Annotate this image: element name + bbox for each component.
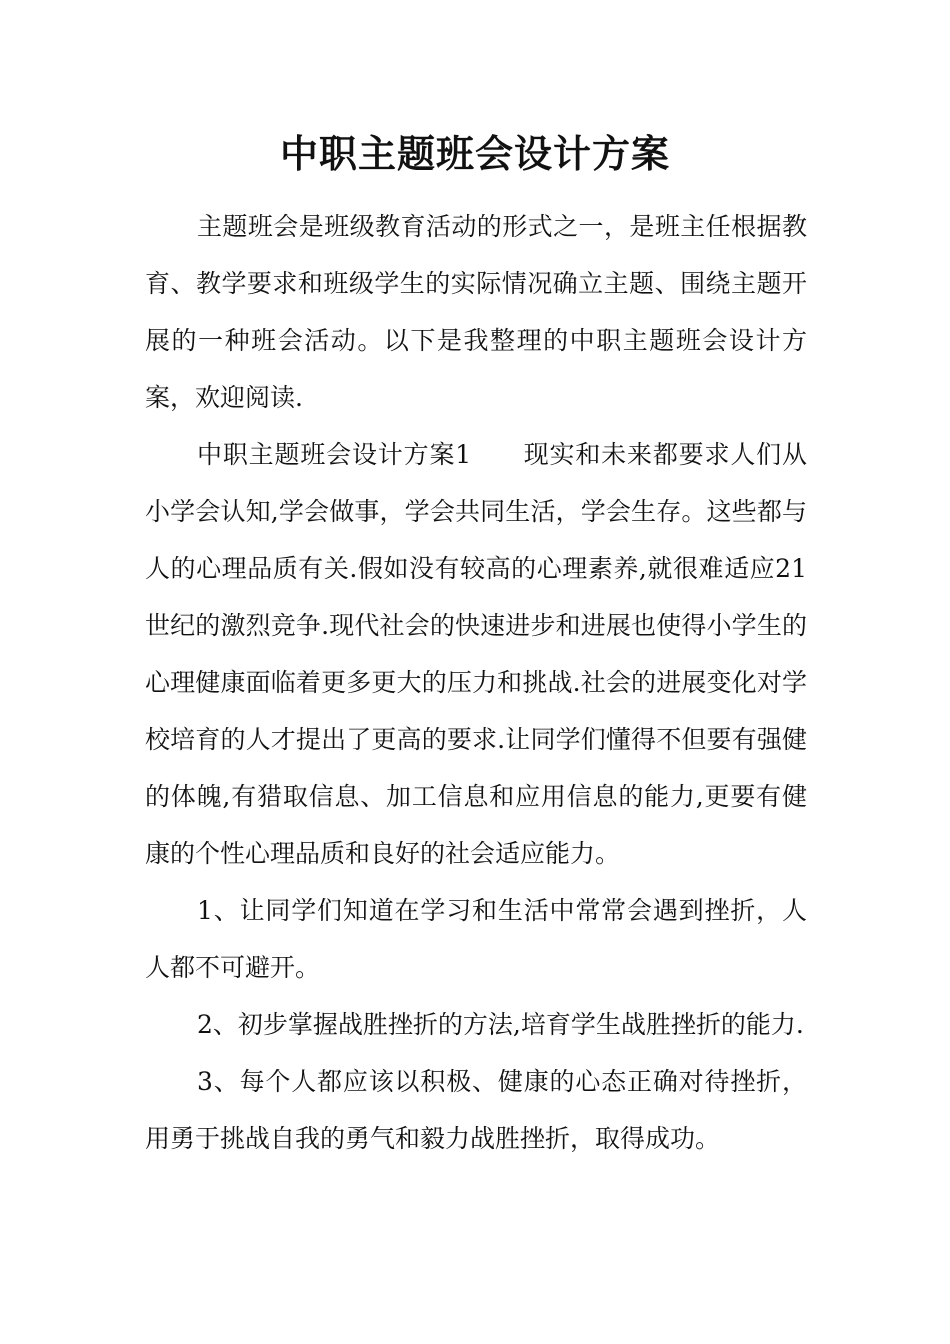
- paragraph-goal-2: 2、初步掌握战胜挫折的方法,培育学生战胜挫折的能力.: [197, 1010, 804, 1039]
- paragraph-goal-1: 1、让同学们知道在学习和生活中常常会遇到挫折，人人都不可避开。: [145, 896, 807, 982]
- document-body: [145, 198, 807, 1167]
- document-title: 中职主题班会设计方案: [279, 131, 670, 176]
- paragraph-intro: 主题班会是班级教育活动的形式之一，是班主任根据教育、教学要求和班级学生的实际情况确立主题、围绕主题开展的一种班会活动。以下是我整理的中职主题班会设计方案，欢迎阅读.: [145, 212, 807, 412]
- paragraph-goal-3: 3、每个人都应该以积极、健康的心态正确对待挫折，用勇于挑战自我的勇气和毅力战胜挫折，取得成功。: [145, 1067, 807, 1153]
- paragraph-plan-1: 中职主题班会设计方案1 现实和未来都要求人们从小学会认知,学会做事，学会共同生活，学会生存。这些都与人的心理品质有关.假如没有较高的心理素养,就很难适应21世纪的激烈竞争.现代社会的快速进步和进展也使得小学生的心理健康面临着更多更大的压力和挑战.社会的进展变化对学校培育的人才提出了更高的要求.让同学们懂得不但要有强健的体魄,有猎取信息、加工信息和应用信息的能力,更要有健康的个性心理品质和良好的社会适应能力。: [145, 440, 807, 868]
